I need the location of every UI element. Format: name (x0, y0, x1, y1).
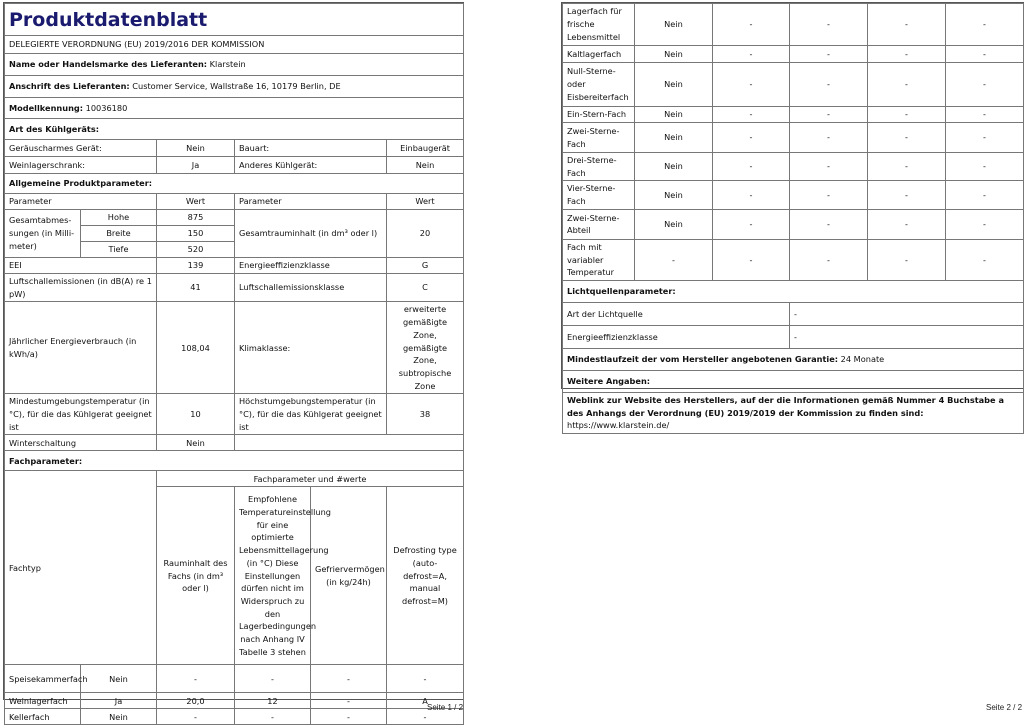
compartment-volume: - (713, 107, 790, 123)
table-row (563, 181, 1024, 209)
compartment-volume: - (713, 46, 790, 63)
compartment-freeze: - (868, 107, 946, 123)
weblink-url[interactable]: https://www.klarstein.de/ (567, 420, 670, 431)
compartment-freeze: - (868, 63, 946, 107)
light-type-value: - (790, 302, 1024, 325)
column-header-parameter-2: Parameter (235, 194, 387, 210)
compartment-temp: - (235, 709, 311, 725)
min-temp-label: Mindestumgebungstemperatur (in °C), für die das Kühlgerat geeignet ist (5, 394, 157, 435)
table-row (5, 709, 464, 725)
weblink-row (563, 392, 1024, 433)
compartment-freeze: - (311, 693, 387, 709)
compartment-freeze: - (868, 209, 946, 239)
compartment-present: Nein (635, 181, 713, 209)
compartment-volume: - (713, 4, 790, 46)
compartment-defrost: - (946, 181, 1024, 209)
volume-label: Gesamtrauminhalt (in dm³ oder l) (235, 210, 387, 258)
fachtyp-label: Fachtyp (5, 471, 157, 665)
compartment-temp: - (790, 107, 868, 123)
compartment-defrost: - (387, 665, 464, 693)
table-row (563, 123, 1024, 153)
compartment-present: Nein (635, 107, 713, 123)
depth-value: 520 (157, 242, 235, 258)
compartment-defrost: A (387, 693, 464, 709)
compartment-defrost: - (946, 107, 1024, 123)
datasheet-page-2 (561, 2, 1024, 431)
warranty-value: 24 Monate (840, 354, 885, 365)
datasheet-table-1 (4, 3, 464, 725)
table-row (563, 153, 1024, 181)
low-noise-label: Geräuscharmes Gerät: (5, 140, 157, 157)
winter-value: Nein (157, 435, 235, 451)
supplier-value: Klarstein (209, 59, 246, 70)
weblink-label: Weblink zur Website des Herstellers, auf der die Informationen gemäß Nummer 4 Buchstabe a des Anhangs der Verordnung (EU) 2019/2019 der Kommission zu finden sind: (567, 394, 1004, 418)
table-row (563, 239, 1024, 280)
compartment-name: Zwei-Sterne-Abteil (563, 209, 635, 239)
compartment-temp: - (790, 4, 868, 46)
compartment-temp: - (790, 209, 868, 239)
compartment-temp: - (790, 123, 868, 153)
compartment-temp: - (790, 181, 868, 209)
general-heading: Allgemeine Produktparameter: (5, 174, 464, 194)
max-temp-value: 38 (387, 394, 464, 435)
volume-value: 20 (387, 210, 464, 258)
table-row (5, 693, 464, 709)
compartment-temp: - (235, 665, 311, 693)
compartment-defrost: - (946, 4, 1024, 46)
annual-consumption-label: Jährlicher Energieverbrauch (in kWh/a) (5, 302, 157, 394)
compartment-defrost: - (946, 239, 1024, 280)
datasheet-table-2 (562, 3, 1024, 434)
table-row (563, 4, 1024, 46)
compartment-freeze: - (868, 181, 946, 209)
compartment-freeze: - (868, 153, 946, 181)
energy-class-label: Energieeffizienzklasse (235, 258, 387, 274)
compartment-sub-heading: Fachparameter und #werte (157, 471, 464, 487)
eei-label: EEI (5, 258, 157, 274)
page-number-2: Seite 2 / 2 (986, 703, 1023, 712)
energy-class-value: G (387, 258, 464, 274)
other-label: Anderes Kühlgerät: (235, 157, 387, 174)
compartment-volume: - (713, 239, 790, 280)
compartment-defrost: - (946, 63, 1024, 107)
compartment-volume: - (157, 709, 235, 725)
compartment-heading: Fachparameter: (5, 451, 464, 471)
width-label: Breite (81, 226, 157, 242)
annual-consumption-value: 108,04 (157, 302, 235, 394)
compartment-volume: 20,0 (157, 693, 235, 709)
wine-cabinet-label: Weinlagerschrank: (5, 157, 157, 174)
compartment-present: Nein (635, 209, 713, 239)
depth-label: Tiefe (81, 242, 157, 258)
compartment-present: - (635, 239, 713, 280)
noise-value: 41 (157, 274, 235, 302)
type-heading: Art des Kühlgeräts: (5, 119, 464, 140)
compartment-volume: - (713, 123, 790, 153)
compartment-freeze: - (311, 665, 387, 693)
compartment-defrost: - (946, 209, 1024, 239)
compartment-freeze: - (311, 709, 387, 725)
compartment-present: Nein (635, 4, 713, 46)
compartment-volume: - (713, 153, 790, 181)
page-title: Produktdatenblatt (5, 4, 464, 36)
noise-class-label: Luftschallemissionsklasse (235, 274, 387, 302)
column-header-volume: Rauminhalt des Fachs (in dm³ oder l) (157, 487, 235, 665)
dimensions-label: Gesamtabmes-sungen (in Milli-meter) (5, 210, 81, 258)
supplier-label: Name oder Handelsmarke des Lieferanten: (9, 59, 208, 70)
compartment-name: Weinlagerfach (5, 693, 81, 709)
compartment-defrost: - (946, 123, 1024, 153)
compartment-name: Zwei-Sterne-Fach (563, 123, 635, 153)
compartment-freeze: - (868, 123, 946, 153)
compartment-name: Ein-Stern-Fach (563, 107, 635, 123)
address-row (5, 76, 464, 98)
other-value: Nein (387, 157, 464, 174)
compartment-present: Nein (81, 665, 157, 693)
winter-label: Winterschaltung (5, 435, 157, 451)
model-label: Modellkennung: (9, 102, 84, 113)
column-header-parameter: Parameter (5, 194, 157, 210)
column-header-defrost: Defrosting type (auto-defrost=A, manual defrost=M) (387, 487, 464, 665)
compartment-temp: - (790, 63, 868, 107)
noise-label: Luftschallemissionen (in dB(A) re 1 pW) (5, 274, 157, 302)
eei-value: 139 (157, 258, 235, 274)
compartment-volume: - (157, 665, 235, 693)
compartment-freeze: - (868, 46, 946, 63)
compartment-temp: - (790, 239, 868, 280)
table-row (5, 665, 464, 693)
table-row (563, 107, 1024, 123)
compartment-volume: - (713, 63, 790, 107)
compartment-name: Fach mit variabler Temperatur (563, 239, 635, 280)
min-temp-value: 10 (157, 394, 235, 435)
table-row (563, 63, 1024, 107)
low-noise-value: Nein (157, 140, 235, 157)
max-temp-label: Höchstumgebungstemperatur (in °C), für die das Kühlgerat geeignet ist (235, 394, 387, 435)
compartment-defrost: - (946, 153, 1024, 181)
design-label: Bauart: (235, 140, 387, 157)
compartment-present: Nein (635, 46, 713, 63)
compartment-defrost: - (387, 709, 464, 725)
compartment-present: Ja (81, 693, 157, 709)
width-value: 150 (157, 226, 235, 242)
winter-empty (235, 435, 464, 451)
table-row (563, 209, 1024, 239)
warranty-row (563, 348, 1024, 370)
address-label: Anschrift des Lieferanten: (9, 81, 130, 92)
compartment-present: Nein (635, 123, 713, 153)
design-value: Einbaugerät (387, 140, 464, 157)
more-heading: Weitere Angaben: (563, 370, 1024, 392)
compartment-name: Lagerfach für frische Lebensmittel (563, 4, 635, 46)
compartment-freeze: - (868, 4, 946, 46)
wine-cabinet-value: Ja (157, 157, 235, 174)
column-header-freezing: Gefriervermögen (in kg/24h) (311, 487, 387, 665)
compartment-name: Vier-Sterne-Fach (563, 181, 635, 209)
page-number-1: Seite 1 / 2 (427, 703, 464, 712)
compartment-name: Null-Sterne- oder Eisbereiterfach (563, 63, 635, 107)
compartment-defrost: - (946, 46, 1024, 63)
height-value: 875 (157, 210, 235, 226)
regulation-line: DELEGIERTE VERORDNUNG (EU) 2019/2016 DER KOMMISSION (5, 36, 464, 54)
model-value: 10036180 (85, 102, 128, 113)
compartment-name: Drei-Sterne-Fach (563, 153, 635, 181)
column-header-value: Wert (157, 194, 235, 210)
compartment-name: Speisekammerfach (5, 665, 81, 693)
compartment-temp: 12 (235, 693, 311, 709)
noise-class-value: C (387, 274, 464, 302)
warranty-label: Mindestlaufzeit der vom Hersteller angebotenen Garantie: (567, 354, 839, 365)
compartment-present: Nein (635, 63, 713, 107)
compartment-temp: - (790, 46, 868, 63)
compartment-name: Kellerfach (5, 709, 81, 725)
light-heading: Lichtquellenparameter: (563, 280, 1024, 302)
column-header-value-2: Wert (387, 194, 464, 210)
column-header-temperature: Empfohlene Temperatureinstellung für eine optimierte Lebensmittellagerung (in °C) Diese Einstellungen dürfen nicht im Widerspruch zu den Lagerbedingungen nach Anhang IV Tabelle 3 stehen (235, 487, 311, 665)
light-type-label: Art der Lichtquelle (563, 302, 790, 325)
compartment-present: Nein (81, 709, 157, 725)
climate-value: erweiterte gemäßigte Zone, gemäßigte Zone, subtropische Zone (387, 302, 464, 394)
model-row (5, 98, 464, 119)
compartment-name: Kaltlagerfach (563, 46, 635, 63)
compartment-temp: - (790, 153, 868, 181)
compartment-present: Nein (635, 153, 713, 181)
address-value: Customer Service, Wallstraße 16, 10179 Berlin, DE (132, 81, 341, 92)
light-class-label: Energieeffizienzklasse (563, 325, 790, 348)
compartment-volume: - (713, 209, 790, 239)
supplier-row (5, 54, 464, 76)
table-row (563, 46, 1024, 63)
compartment-volume: - (713, 181, 790, 209)
height-label: Hohe (81, 210, 157, 226)
light-class-value: - (790, 325, 1024, 348)
climate-label: Klimaklasse: (235, 302, 387, 394)
compartment-freeze: - (868, 239, 946, 280)
